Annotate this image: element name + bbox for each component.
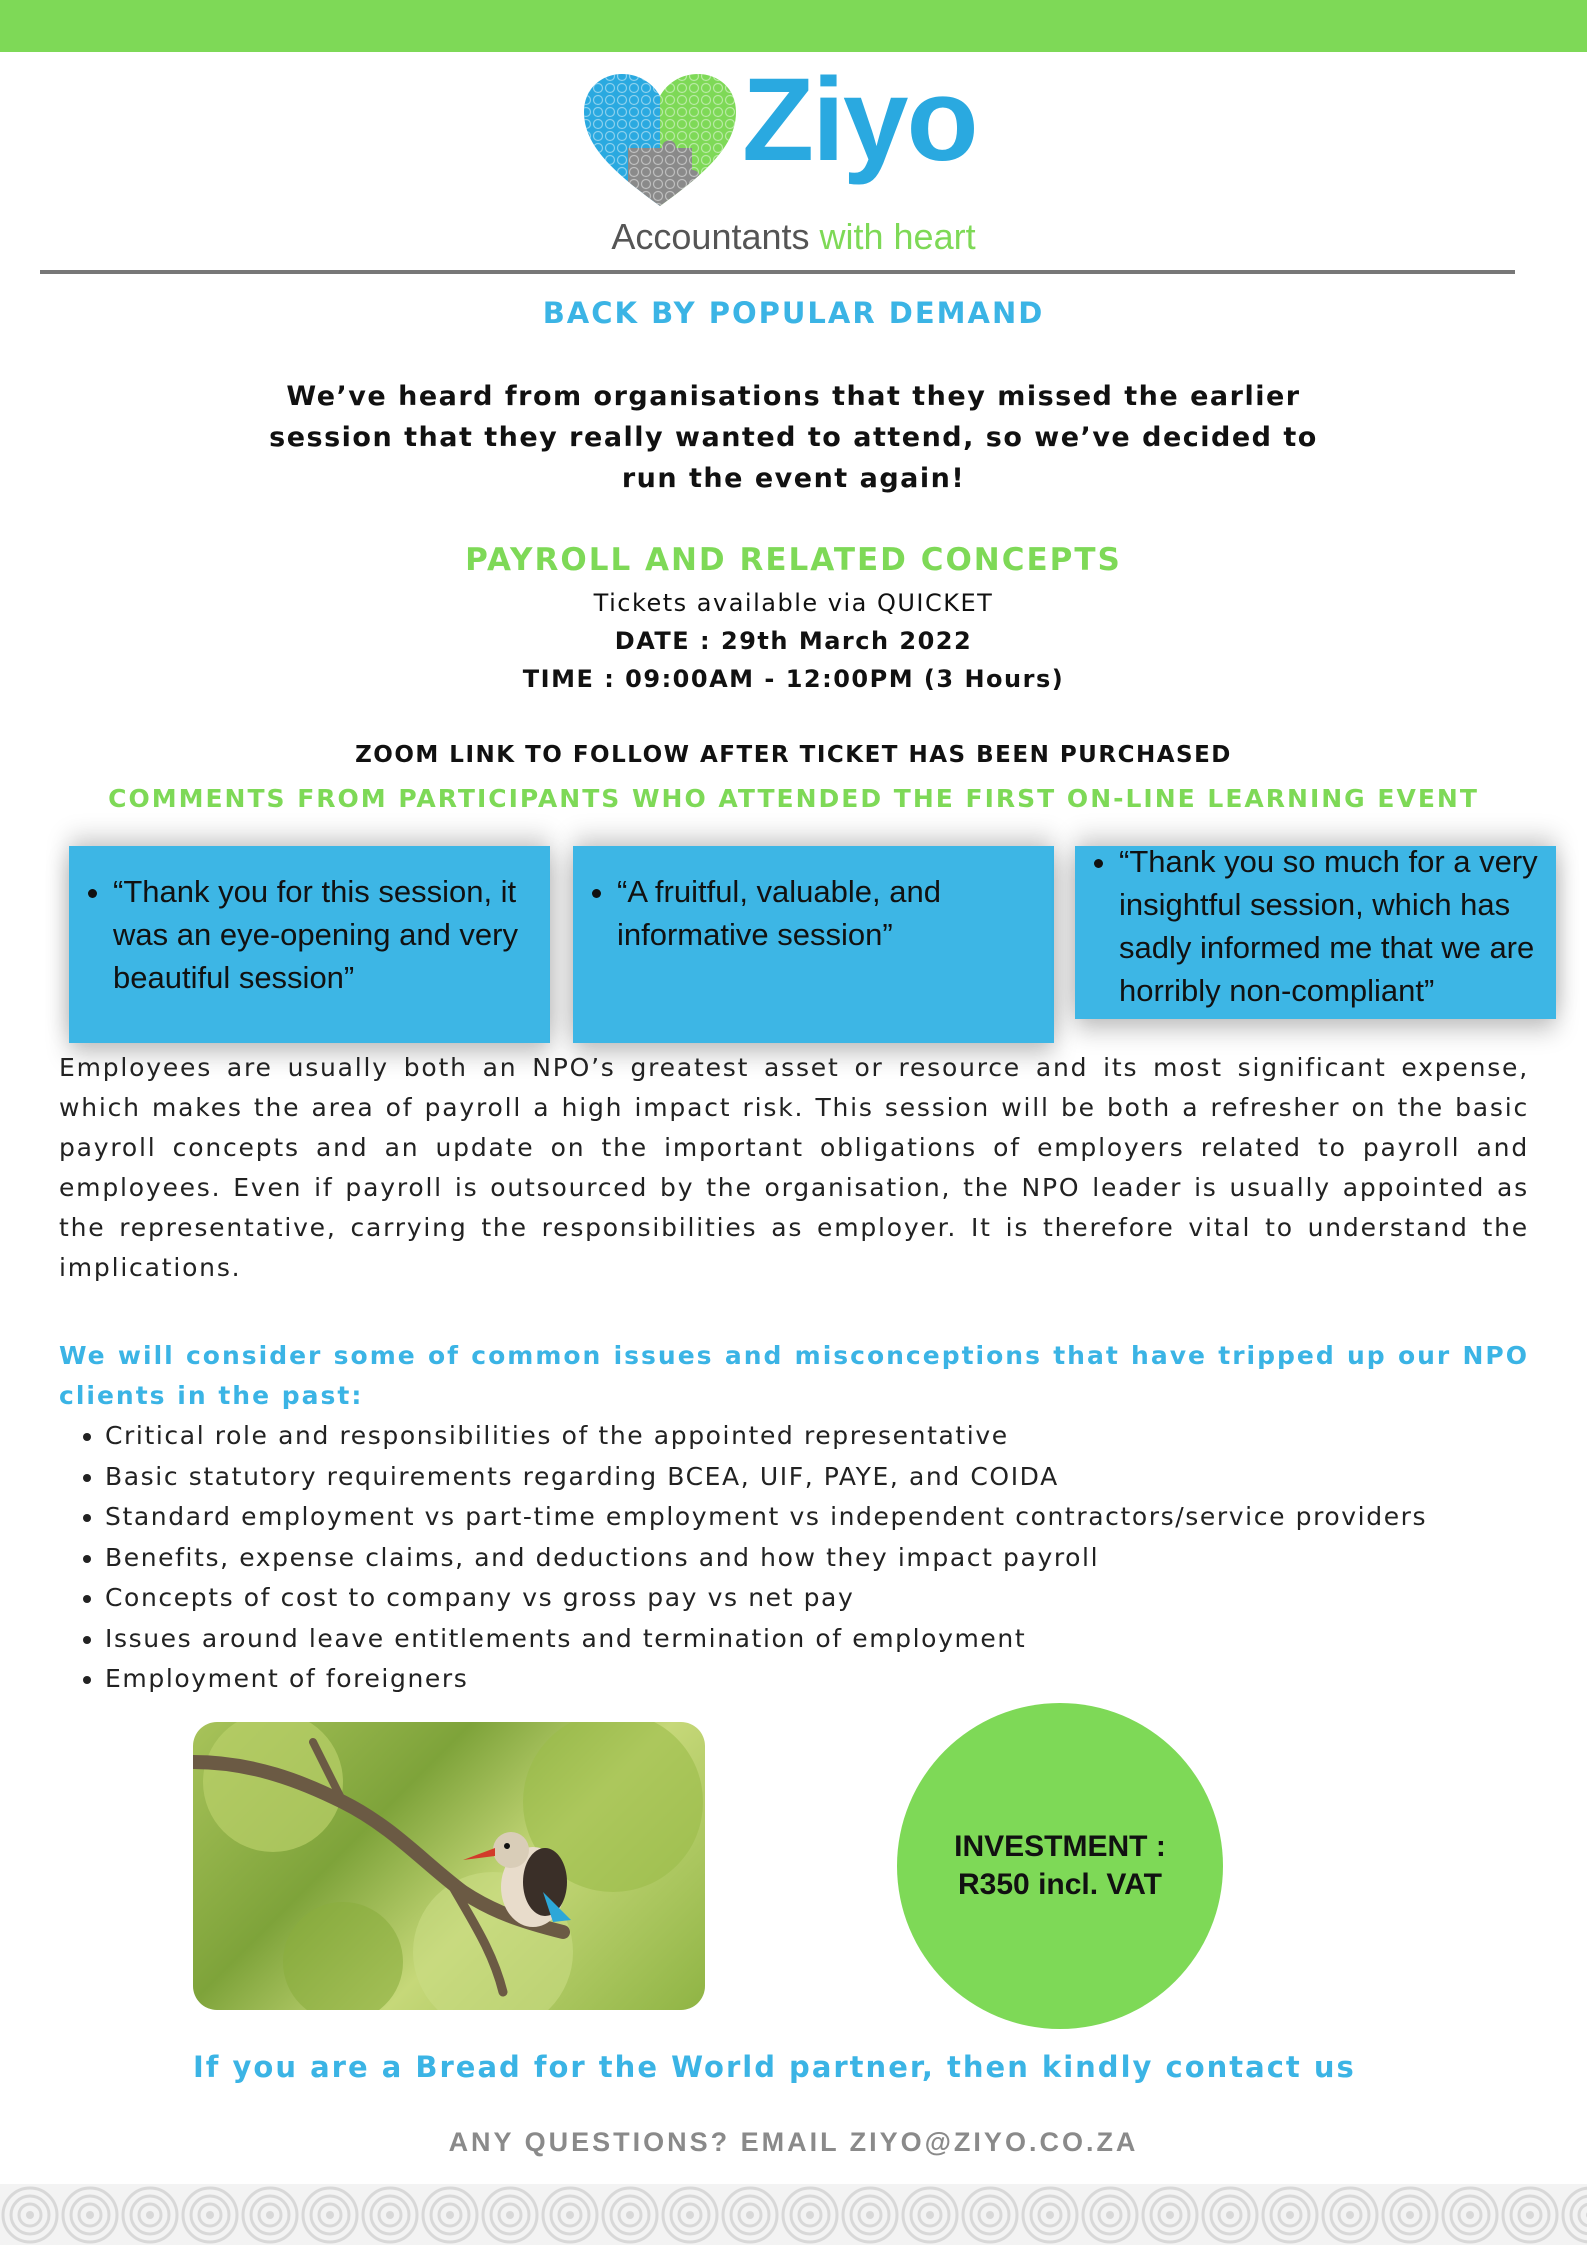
quote-card-3 xyxy=(1075,846,1556,1019)
footer-circle-pattern xyxy=(0,2184,1587,2245)
list-item: • Benefits, expense claims, and deductions and how they impact payroll xyxy=(105,1538,1575,1579)
contact-line: ANY QUESTIONS? EMAIL ZIYO@ZIYO.CO.ZA xyxy=(448,2127,1139,2157)
kingfisher-photo xyxy=(193,1722,705,2010)
ziyo-logo xyxy=(580,54,1020,220)
list-item: • Issues around leave entitlements and termination of employment xyxy=(105,1619,1575,1660)
quote-card-1 xyxy=(69,846,550,1043)
quote-card-2 xyxy=(573,846,1054,1043)
date-label: DATE xyxy=(614,627,691,655)
quote-text-2: • “A fruitful, valuable, and informative session” xyxy=(617,870,1054,956)
partner-note: If you are a Bread for the World partner, then kindly contact us xyxy=(193,2050,1356,2084)
kicker-heading: BACK BY POPULAR DEMAND xyxy=(542,296,1045,330)
date-value: : 29th March 2022 xyxy=(690,627,973,655)
brand-wordmark: Ziyo xyxy=(742,54,977,186)
quote-text-1: • “Thank you for this session, it was an eye-opening and very beautiful session” xyxy=(113,870,550,999)
tagline-part-2: with heart xyxy=(819,216,976,257)
intro-text: We’ve heard from organisations that they missed the earlier session that they really wanted to attend, so we’ve decided to run the event again! xyxy=(269,381,1318,494)
description-paragraph: Employees are usually both an NPO’s greatest asset or resource and its most significant expense, which makes the area of payroll a high impact risk. This session will be both a refresher on the basic payroll concepts and an update on the important obligations of employers related to payroll and employees. Even if payroll is outsourced by the organisation, the NPO leader is usually appointed as the representative, carrying the responsibilities as employer. It is therefore vital to understand the implications. xyxy=(59,1053,1529,1282)
date-line xyxy=(0,622,1587,660)
tagline-part-1: Accountants xyxy=(611,216,820,257)
comments-heading: COMMENTS FROM PARTICIPANTS WHO ATTENDED THE FIRST ON-LINE LEARNING EVENT xyxy=(108,784,1479,813)
list-item: • Basic statutory requirements regarding BCEA, UIF, PAYE, and COIDA xyxy=(105,1457,1575,1498)
issues-list xyxy=(59,1416,1575,1700)
zoom-note: ZOOM LINK TO FOLLOW AFTER TICKET HAS BEEN PURCHASED xyxy=(355,742,1232,768)
list-item: • Standard employment vs part-time employment vs independent contractors/service providers xyxy=(105,1497,1575,1538)
header-divider xyxy=(40,270,1515,274)
event-title: PAYROLL AND RELATED CONCEPTS xyxy=(465,542,1122,578)
investment-label: INVESTMENT : xyxy=(954,1830,1166,1863)
tickets-line: Tickets available via QUICKET xyxy=(593,589,994,617)
investment-badge xyxy=(897,1703,1223,2029)
issues-heading: We will consider some of common issues and misconceptions that have tripped up our NPO clients in the past: xyxy=(59,1341,1529,1410)
brand-tagline xyxy=(0,216,1587,258)
investment-price: R350 incl. VAT xyxy=(958,1868,1162,1901)
list-item: • Concepts of cost to company vs gross pay vs net pay xyxy=(105,1578,1575,1619)
list-item: • Employment of foreigners xyxy=(105,1659,1575,1700)
top-green-bar xyxy=(0,0,1587,52)
list-item: • Critical role and responsibilities of the appointed representative xyxy=(105,1416,1575,1457)
time-line: TIME : 09:00AM - 12:00PM (3 Hours) xyxy=(522,665,1065,693)
bird-on-branch-illustration xyxy=(193,1722,705,2010)
quote-text-3: • “Thank you so much for a very insightful session, which has sadly informed me that we are horribly non-compliant” xyxy=(1119,840,1556,1012)
puzzle-heart-icon xyxy=(580,70,740,210)
